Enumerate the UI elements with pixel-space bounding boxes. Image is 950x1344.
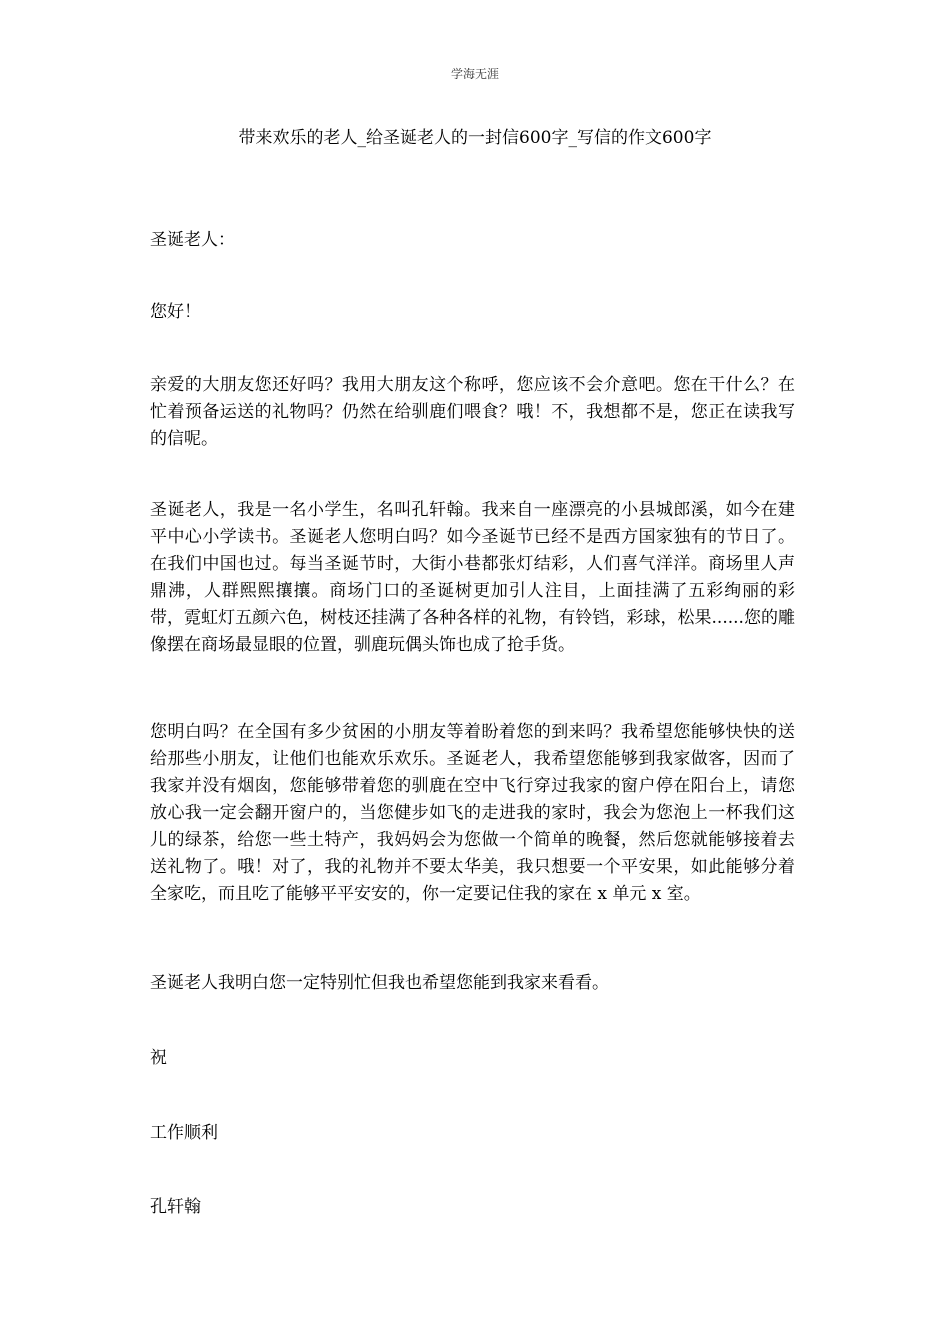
greeting: 您好！ (150, 302, 201, 322)
paragraph-3: 您明白吗？在全国有多少贫困的小朋友等着盼着您的到来吗？我希望您能够快快的送给那些小朋友，让他们也能欢乐欢乐。圣诞老人，我希望您能够到我家做客，因而了我家并没有烟囱，您能够带着您的驯鹿在空中飞行穿过我家的窗户停在阳台上，请您放心我一定会翻开窗户的，当您健步如飞的走进我的家时，我会为您泡上一杯我们这儿的绿茶，给您一些土特产，我妈妈会为您做一个简单的晚餐，然后您就能够接着去送礼物了。哦！对了，我的礼物并不要太华美，我只想要一个平安果，如此能够分着全家吃，而且吃了能够平平安安的，你一定要记住我的家在 x 单元 x 室。 (150, 722, 795, 904)
page-header: 学海无涯 (450, 67, 499, 81)
document-title: 带来欢乐的老人_给圣诞老人的一封信600字_写信的作文600字 (238, 128, 712, 148)
paragraph-1: 亲爱的大朋友您还好吗？我用大朋友这个称呼，您应该不会介意吧。您在干什么？在忙着预备运送的礼物吗？仍然在给驯鹿们喂食？哦！不，我想都不是，您正在读我写的信呢。 (150, 375, 795, 449)
closing-wish: 祝 (150, 1048, 167, 1068)
paragraph-2: 圣诞老人，我是一名小学生，名叫孔轩翰。我来自一座漂亮的小县城郎溪，如今在建平中心小学读书。圣诞老人您明白吗？如今圣诞节已经不是西方国家独有的节日了。在我们中国也过。每当圣诞节时，大街小巷都张灯结彩，人们喜气洋洋。商场里人声鼎沸，人群熙熙攘攘。商场门口的圣诞树更加引人注目，上面挂满了五彩绚丽的彩带，霓虹灯五颜六色，树枝还挂满了各种各样的礼物，有铃铛，彩球，松果......您的雕像摆在商场最显眼的位置，驯鹿玩偶头饰也成了抢手货。 (150, 500, 795, 655)
paragraph-4: 圣诞老人我明白您一定特别忙但我也希望您能到我家来看看。 (150, 973, 609, 993)
signature: 孔轩翰 (150, 1197, 201, 1217)
salutation: 圣诞老人： (150, 230, 235, 250)
closing-blessing: 工作顺利 (150, 1123, 218, 1143)
